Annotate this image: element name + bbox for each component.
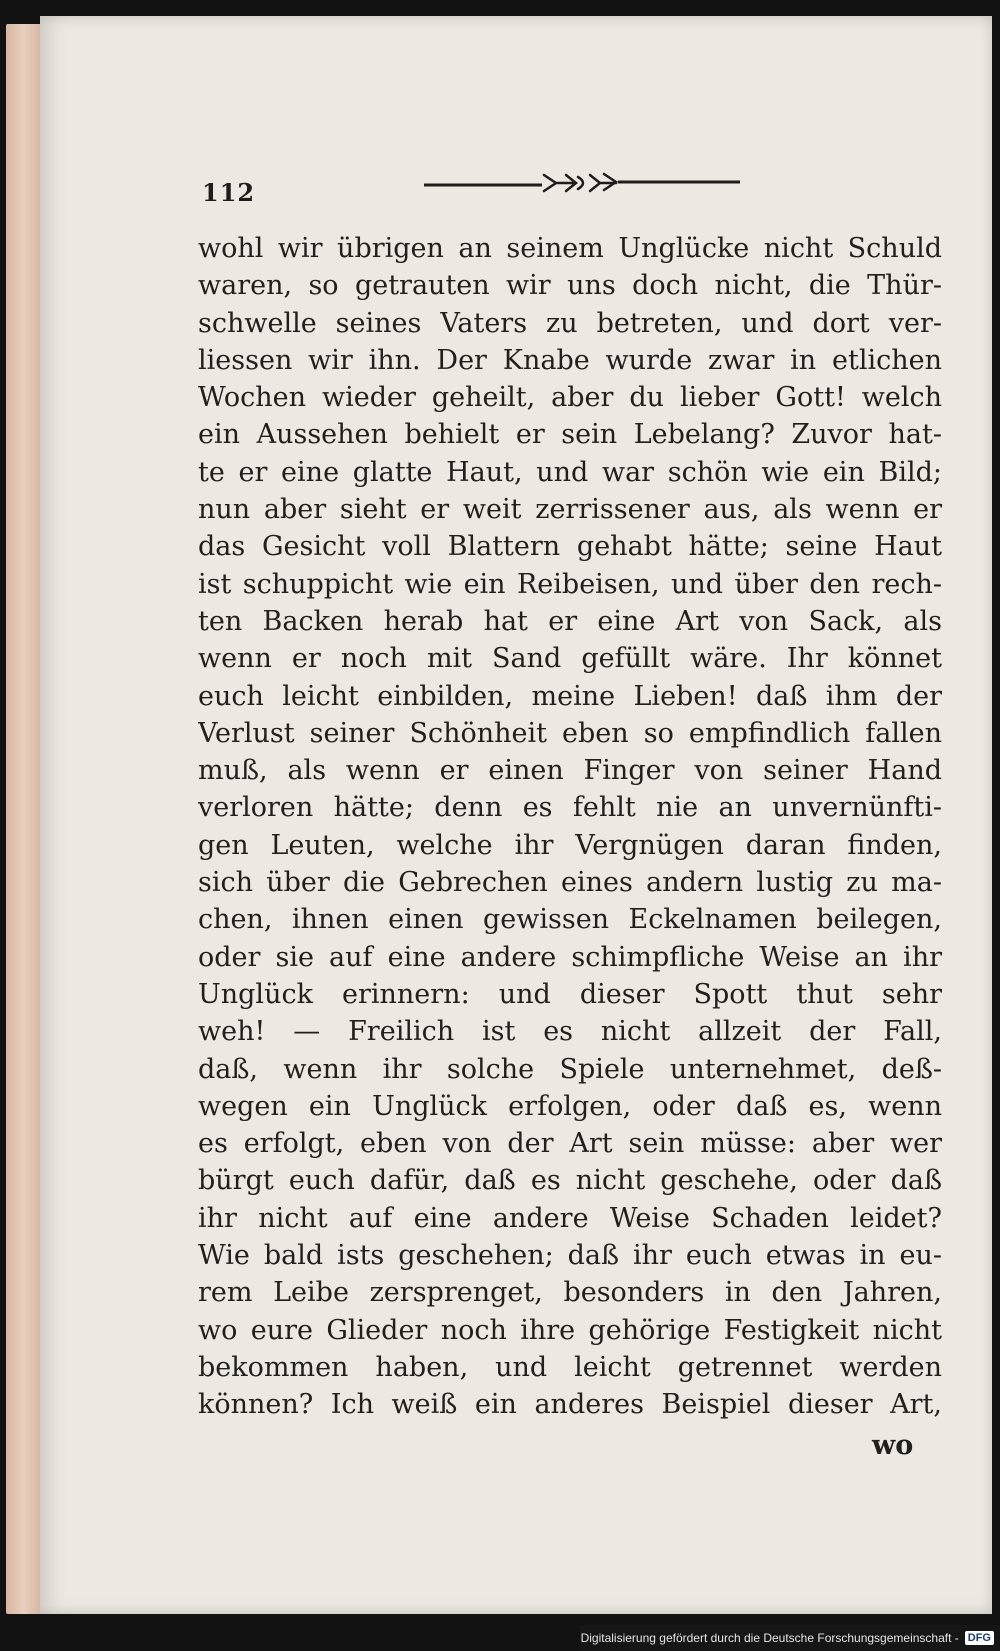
text-line: bekommen haben, und leicht getrennet werden bbox=[198, 1351, 942, 1383]
text-line: te er eine glatte Haut, und war schön wie ein Bild; bbox=[198, 456, 942, 488]
text-line: bürgt euch dafür, daß es nicht geschehe, oder daß bbox=[198, 1165, 942, 1197]
text-line: das Gesicht voll Blattern gehabt hätte; seine Haut bbox=[198, 531, 942, 563]
text-line: waren, so getrauten wir uns doch nicht, die Thür- bbox=[198, 270, 942, 302]
text-line: sich über die Gebrechen eines andern lustig zu ma- bbox=[198, 867, 942, 899]
text-line: können? Ich weiß ein anderes Beispiel dieser Art, bbox=[198, 1389, 942, 1421]
text-line: wenn er noch mit Sand gefüllt wäre. Ihr könnet bbox=[198, 643, 942, 675]
text-line: ein Aussehen behielt er sein Lebelang? Zuvor hat- bbox=[198, 419, 942, 451]
catchword: wo bbox=[872, 1430, 914, 1461]
text-line: muß, als wenn er einen Finger von seiner Hand bbox=[198, 755, 942, 787]
dfg-logo: DFG bbox=[965, 1631, 994, 1645]
text-line: daß, wenn ihr solche Spiele unternehmet, deß- bbox=[198, 1053, 942, 1085]
text-line: Wochen wieder geheilt, aber du lieber Gott! welch bbox=[198, 382, 942, 414]
text-line: Verlust seiner Schönheit eben so empfindlich fallen bbox=[198, 717, 942, 749]
text-line: euch leicht einbilden, meine Lieben! daß ihm der bbox=[198, 680, 942, 712]
text-line: verloren hätte; denn es fehlt nie an unvernünfti- bbox=[198, 792, 942, 824]
text-line: Unglück erinnern: und dieser Spott thut sehr bbox=[198, 978, 942, 1010]
text-line: chen, ihnen einen gewissen Eckelnamen beilegen, bbox=[198, 904, 942, 936]
text-line: ist schuppicht wie ein Reibeisen, und über den rech- bbox=[198, 568, 942, 600]
text-line: rem Leibe zersprenget, besonders in den Jahren, bbox=[198, 1277, 942, 1309]
header-ornament bbox=[424, 169, 740, 197]
text-line: ihr nicht auf eine andere Weise Schaden leidet? bbox=[198, 1202, 942, 1234]
text-line: Wie bald ists geschehen; daß ihr euch etwas in eu- bbox=[198, 1240, 942, 1272]
text-line: es erfolgt, eben von der Art sein müsse: aber wer bbox=[198, 1128, 942, 1160]
text-line: wegen ein Unglück erfolgen, oder daß es, wenn bbox=[198, 1090, 942, 1122]
text-line: wohl wir übrigen an seinem Unglücke nicht Schuld bbox=[198, 233, 942, 264]
text-line: nun aber sieht er weit zerrissener aus, als wenn er bbox=[198, 494, 942, 526]
text-line: liessen wir ihn. Der Knabe wurde zwar in etlichen bbox=[198, 344, 942, 376]
text-line: gen Leuten, welche ihr Vergnügen daran finden, bbox=[198, 829, 942, 861]
book-page bbox=[40, 16, 992, 1614]
text-line: wo eure Glieder noch ihre gehörige Festigkeit nicht bbox=[198, 1314, 942, 1346]
text-line: weh! — Freilich ist es nicht allzeit der Fall, bbox=[198, 1016, 942, 1048]
footer-bar bbox=[580, 1625, 1000, 1651]
digitization-credit: Digitalisierung gefördert durch die Deutsche Forschungsgemeinschaft - bbox=[580, 1631, 959, 1645]
body-text bbox=[198, 230, 942, 1424]
text-line: schwelle seines Vaters zu betreten, und dort ver- bbox=[198, 307, 942, 339]
text-line: oder sie auf eine andere schimpfliche Weise an ihr bbox=[198, 941, 942, 973]
page-number: 112 bbox=[202, 178, 256, 207]
text-line: ten Backen herab hat er eine Art von Sack, als bbox=[198, 605, 942, 637]
